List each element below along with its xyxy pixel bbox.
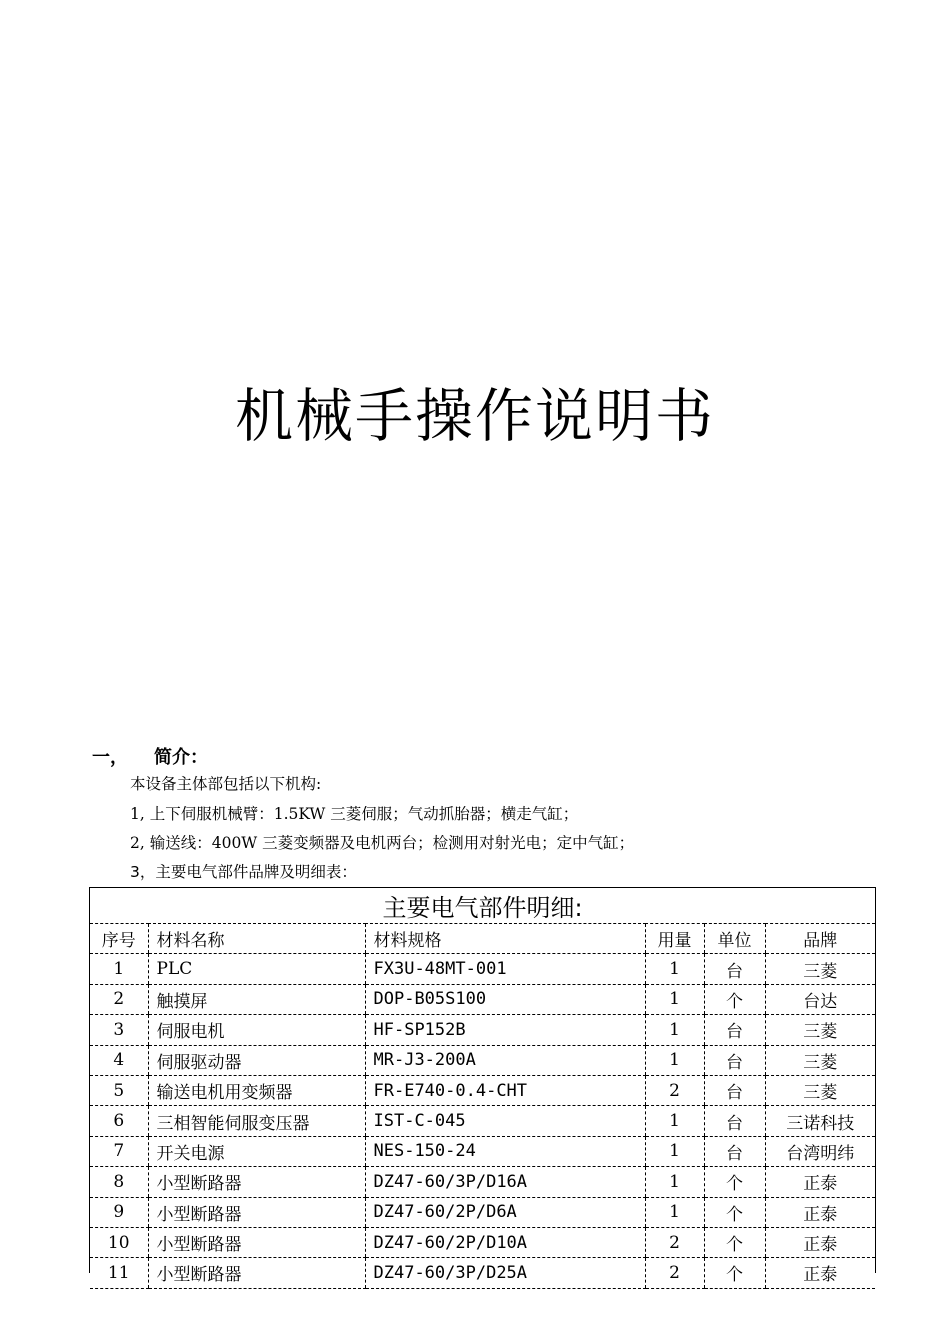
cell-name: PLC: [148, 954, 365, 984]
cell-brand: 台达: [765, 984, 875, 1014]
cell-brand: 正泰: [765, 1167, 875, 1197]
cell-unit: 台: [704, 954, 765, 984]
cell-quantity: 1: [645, 1167, 704, 1197]
header-quantity: 用量: [645, 924, 704, 954]
cell-brand: 三菱: [765, 1075, 875, 1105]
cell-index: 8: [90, 1167, 148, 1197]
table-row: [90, 1197, 875, 1227]
cell-name: 小型断路器: [148, 1227, 365, 1257]
cell-index: 10: [90, 1227, 148, 1257]
intro-line-1: 本设备主体部包括以下机构:: [130, 775, 322, 793]
cell-quantity: 1: [645, 1015, 704, 1045]
cell-spec: MR-J3-200A: [365, 1045, 645, 1075]
cell-quantity: 2: [645, 1075, 704, 1105]
cell-quantity: 1: [645, 1106, 704, 1136]
table-row: [90, 1015, 875, 1045]
cell-brand: 三诺科技: [765, 1106, 875, 1136]
cell-name: 三相智能伺服变压器: [148, 1106, 365, 1136]
cell-quantity: 1: [645, 1045, 704, 1075]
table-row: [90, 1045, 875, 1075]
cell-name: 开关电源: [148, 1136, 365, 1166]
cell-spec: IST-C-045: [365, 1106, 645, 1136]
cell-name: 小型断路器: [148, 1167, 365, 1197]
header-index: 序号: [90, 924, 148, 954]
header-brand: 品牌: [765, 924, 875, 954]
cell-spec: DZ47-60/3P/D16A: [365, 1167, 645, 1197]
cell-unit: 个: [704, 1197, 765, 1227]
cell-quantity: 1: [645, 954, 704, 984]
cell-brand: 台湾明纬: [765, 1136, 875, 1166]
table-row: [90, 984, 875, 1014]
cell-unit: 个: [704, 1227, 765, 1257]
intro-line-4: 3，主要电气部件品牌及明细表：: [130, 863, 357, 881]
cell-spec: DZ47-60/3P/D25A: [365, 1258, 645, 1288]
header-unit: 单位: [704, 924, 765, 954]
header-name: 材料名称: [148, 924, 365, 954]
cell-quantity: 1: [645, 984, 704, 1014]
cell-brand: 正泰: [765, 1258, 875, 1288]
cell-unit: 台: [704, 1136, 765, 1166]
cell-brand: 三菱: [765, 1045, 875, 1075]
cell-spec: FR-E740-0.4-CHT: [365, 1075, 645, 1105]
cell-unit: 个: [704, 1258, 765, 1288]
cell-name: 触摸屏: [148, 984, 365, 1014]
table-row: [90, 1227, 875, 1257]
parts-table: [89, 887, 876, 1286]
cell-spec: HF-SP152B: [365, 1015, 645, 1045]
table-row: [90, 954, 875, 984]
table-header-row: [90, 924, 875, 954]
cell-name: 小型断路器: [148, 1258, 365, 1288]
table-row: [90, 1258, 875, 1288]
cell-index: 4: [90, 1045, 148, 1075]
header-spec: 材料规格: [365, 924, 645, 954]
table-row: [90, 1106, 875, 1136]
cell-quantity: 2: [645, 1227, 704, 1257]
cell-index: 7: [90, 1136, 148, 1166]
cell-name: 伺服电机: [148, 1015, 365, 1045]
cell-spec: DZ47-60/2P/D6A: [365, 1197, 645, 1227]
cell-spec: FX3U-48MT-001: [365, 954, 645, 984]
section-title: 简介：: [154, 747, 208, 768]
section-number: 一，: [92, 747, 128, 768]
cell-name: 输送电机用变频器: [148, 1075, 365, 1105]
cell-index: 9: [90, 1197, 148, 1227]
table-row: [90, 1167, 875, 1197]
cell-unit: 台: [704, 1045, 765, 1075]
cell-index: 6: [90, 1106, 148, 1136]
cell-brand: 三菱: [765, 1015, 875, 1045]
document-title: 机械手操作说明书: [234, 382, 715, 450]
table-row: [90, 1136, 875, 1166]
cell-unit: 台: [704, 1075, 765, 1105]
cell-brand: 正泰: [765, 1227, 875, 1257]
cell-index: 2: [90, 984, 148, 1014]
cell-quantity: 1: [645, 1197, 704, 1227]
cell-unit: 个: [704, 1167, 765, 1197]
table-caption: 主要电气部件明细:: [90, 888, 875, 924]
cell-unit: 个: [704, 984, 765, 1014]
section-heading: [92, 745, 208, 771]
cell-index: 3: [90, 1015, 148, 1045]
cell-index: 5: [90, 1075, 148, 1105]
cell-spec: DZ47-60/2P/D10A: [365, 1227, 645, 1257]
intro-line-3: 2, 输送线：400W 三菱变频器及电机两台；检测用对射光电；定中气缸；: [130, 834, 635, 852]
cell-spec: NES-150-24: [365, 1136, 645, 1166]
cell-index: 1: [90, 954, 148, 984]
cell-name: 小型断路器: [148, 1197, 365, 1227]
cell-brand: 正泰: [765, 1197, 875, 1227]
cell-quantity: 2: [645, 1258, 704, 1288]
cell-brand: 三菱: [765, 954, 875, 984]
intro-line-2: 1, 上下伺服机械臂：1.5KW 三菱伺服；气动抓胎器；横走气缸；: [130, 805, 579, 823]
cell-unit: 台: [704, 1015, 765, 1045]
cell-spec: DOP-B05S100: [365, 984, 645, 1014]
cell-name: 伺服驱动器: [148, 1045, 365, 1075]
cell-index: 11: [90, 1258, 148, 1288]
table-row: [90, 1075, 875, 1105]
cell-quantity: 1: [645, 1136, 704, 1166]
cell-unit: 台: [704, 1106, 765, 1136]
